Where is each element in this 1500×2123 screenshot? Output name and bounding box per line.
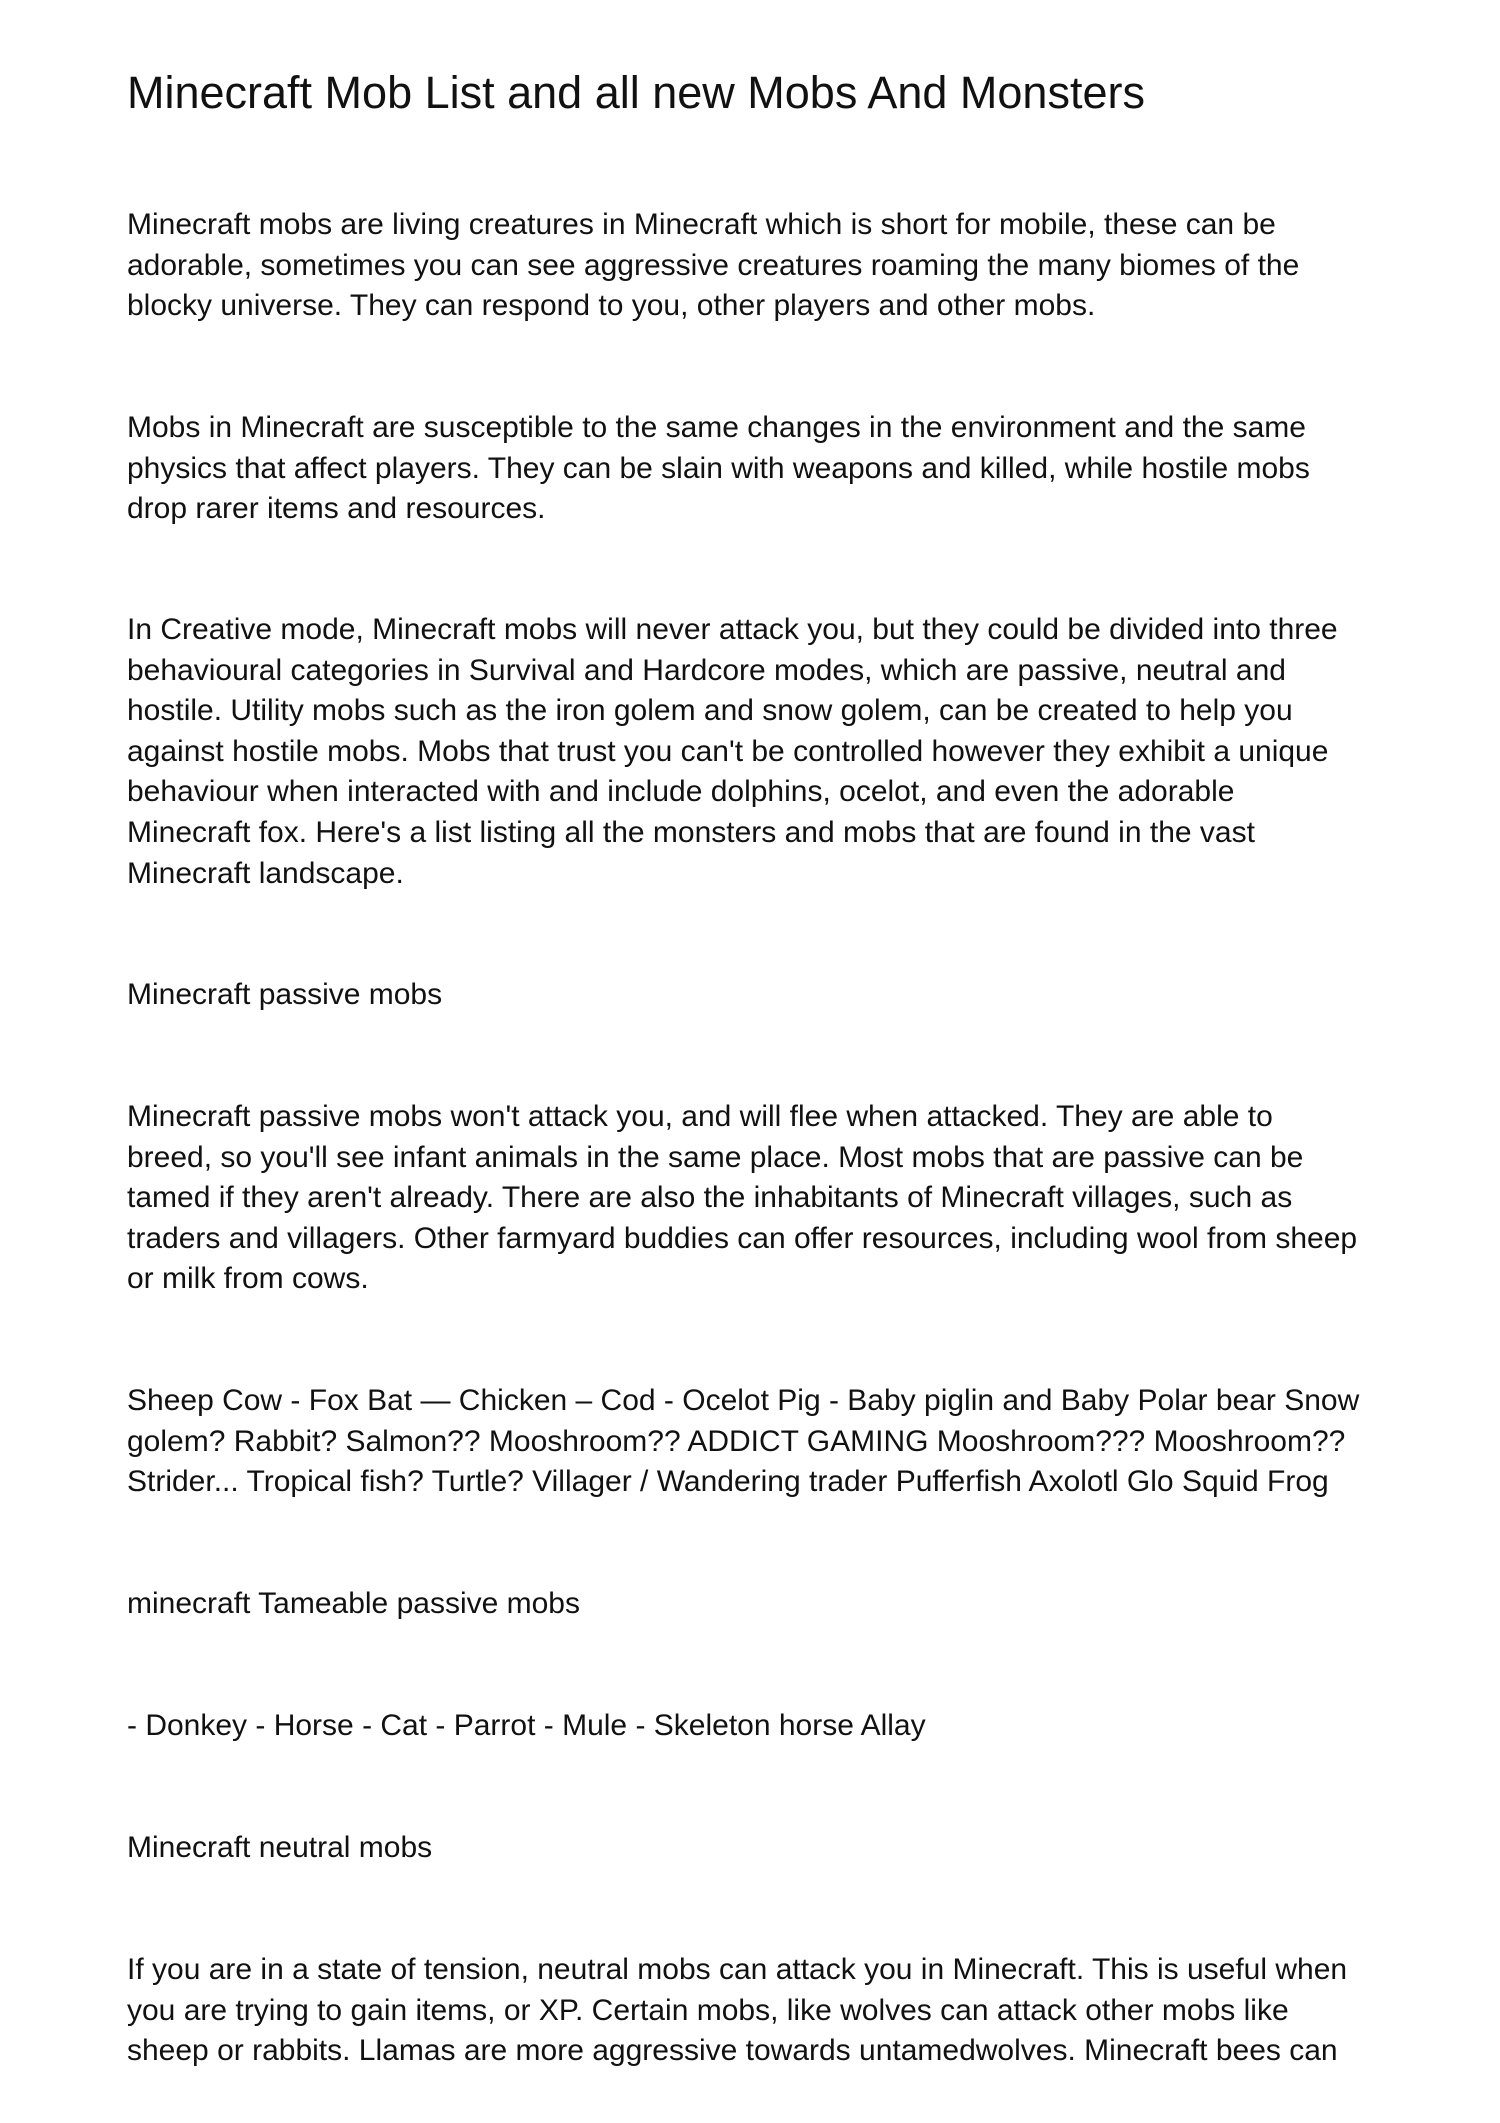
section-heading-tameable-mobs [127, 1584, 1392, 1625]
paragraph-environment [127, 408, 1392, 530]
text-line: hostile. Utility mobs such as the iron golem and snow golem, can be created to help you [127, 694, 1293, 728]
text-line: In Creative mode, Minecraft mobs will never attack you, but they could be divided into three [127, 613, 1338, 646]
text-line: Minecraft mobs are living creatures in Minecraft which is short for mobile, these can be [127, 208, 1276, 241]
text-line: minecraft Tameable passive mobs [127, 1587, 580, 1620]
text-line: sheep or rabbits. Llamas are more aggressive towards untamedwolves. Minecraft bees can [127, 2034, 1338, 2068]
text-line: Mobs in Minecraft are susceptible to the same changes in the environment and the same [127, 411, 1306, 444]
page-title: Minecraft Mob List and all new Mobs And Monsters [127, 67, 1145, 118]
text-line: - Donkey - Horse - Cat - Parrot - Mule - Skeleton horse Allay [127, 1709, 926, 1742]
text-line: Minecraft neutral mobs [127, 1831, 433, 1864]
text-line: Minecraft fox. Here's a list listing all the monsters and mobs that are found in the vast [127, 815, 1255, 849]
paragraph-passive-mob-list [127, 1381, 1392, 1503]
section-heading-neutral-mobs [127, 1828, 1392, 1869]
text-line: blocky universe. They can respond to you, other players and other mobs. [127, 289, 1096, 323]
text-line: golem? Rabbit? Salmon?? Mooshroom?? ADDICT GAMING Mooshroom??? Mooshroom?? [127, 1424, 1346, 1458]
text-line: Sheep Cow - Fox Bat — Chicken – Cod - Ocelot Pig - Baby piglin and Baby Polar bear Snow [127, 1384, 1360, 1417]
text-line: or milk from cows. [127, 1262, 369, 1296]
text-line: breed, so you'll see infant animals in the same place. Most mobs that are passive can be [127, 1140, 1304, 1174]
paragraph-intro [127, 205, 1392, 327]
text-line: Minecraft passive mobs won't attack you, and will flee when attacked. They are able to [127, 1100, 1273, 1133]
text-line: against hostile mobs. Mobs that trust you can't be controlled however they exhibit a unique [127, 734, 1329, 768]
text-line: adorable, sometimes you can see aggressive creatures roaming the many biomes of the [127, 248, 1300, 282]
paragraph-passive-mobs [127, 1097, 1392, 1300]
text-line: you are trying to gain items, or XP. Certain mobs, like wolves can attack other mobs like [127, 1993, 1289, 2027]
text-line: drop rarer items and resources. [127, 492, 546, 526]
text-line: behaviour when interacted with and include dolphins, ocelot, and even the adorable [127, 775, 1235, 809]
text-line: behavioural categories in Survival and Hardcore modes, which are passive, neutral and [127, 653, 1286, 687]
text-line: If you are in a state of tension, neutral mobs can attack you in Minecraft. This is useful when [127, 1953, 1348, 1986]
text-line: Minecraft passive mobs [127, 978, 443, 1011]
text-line: physics that affect players. They can be slain with weapons and killed, while hostile mobs [127, 451, 1310, 485]
paragraph-creative-mode [127, 610, 1392, 894]
text-line: Strider... Tropical fish? Turtle? Villager / Wandering trader Pufferfish Axolotl Glo Squid Frog [127, 1465, 1329, 1499]
text-line: traders and villagers. Other farmyard buddies can offer resources, including wool from sheep [127, 1221, 1358, 1255]
section-heading-passive-mobs [127, 975, 1392, 1016]
text-line: tamed if they aren't already. There are also the inhabitants of Minecraft villages, such as [127, 1181, 1293, 1215]
paragraph-neutral-mobs [127, 1950, 1392, 2072]
paragraph-tameable-mob-list [127, 1706, 1392, 1747]
text-line: Minecraft landscape. [127, 856, 404, 890]
